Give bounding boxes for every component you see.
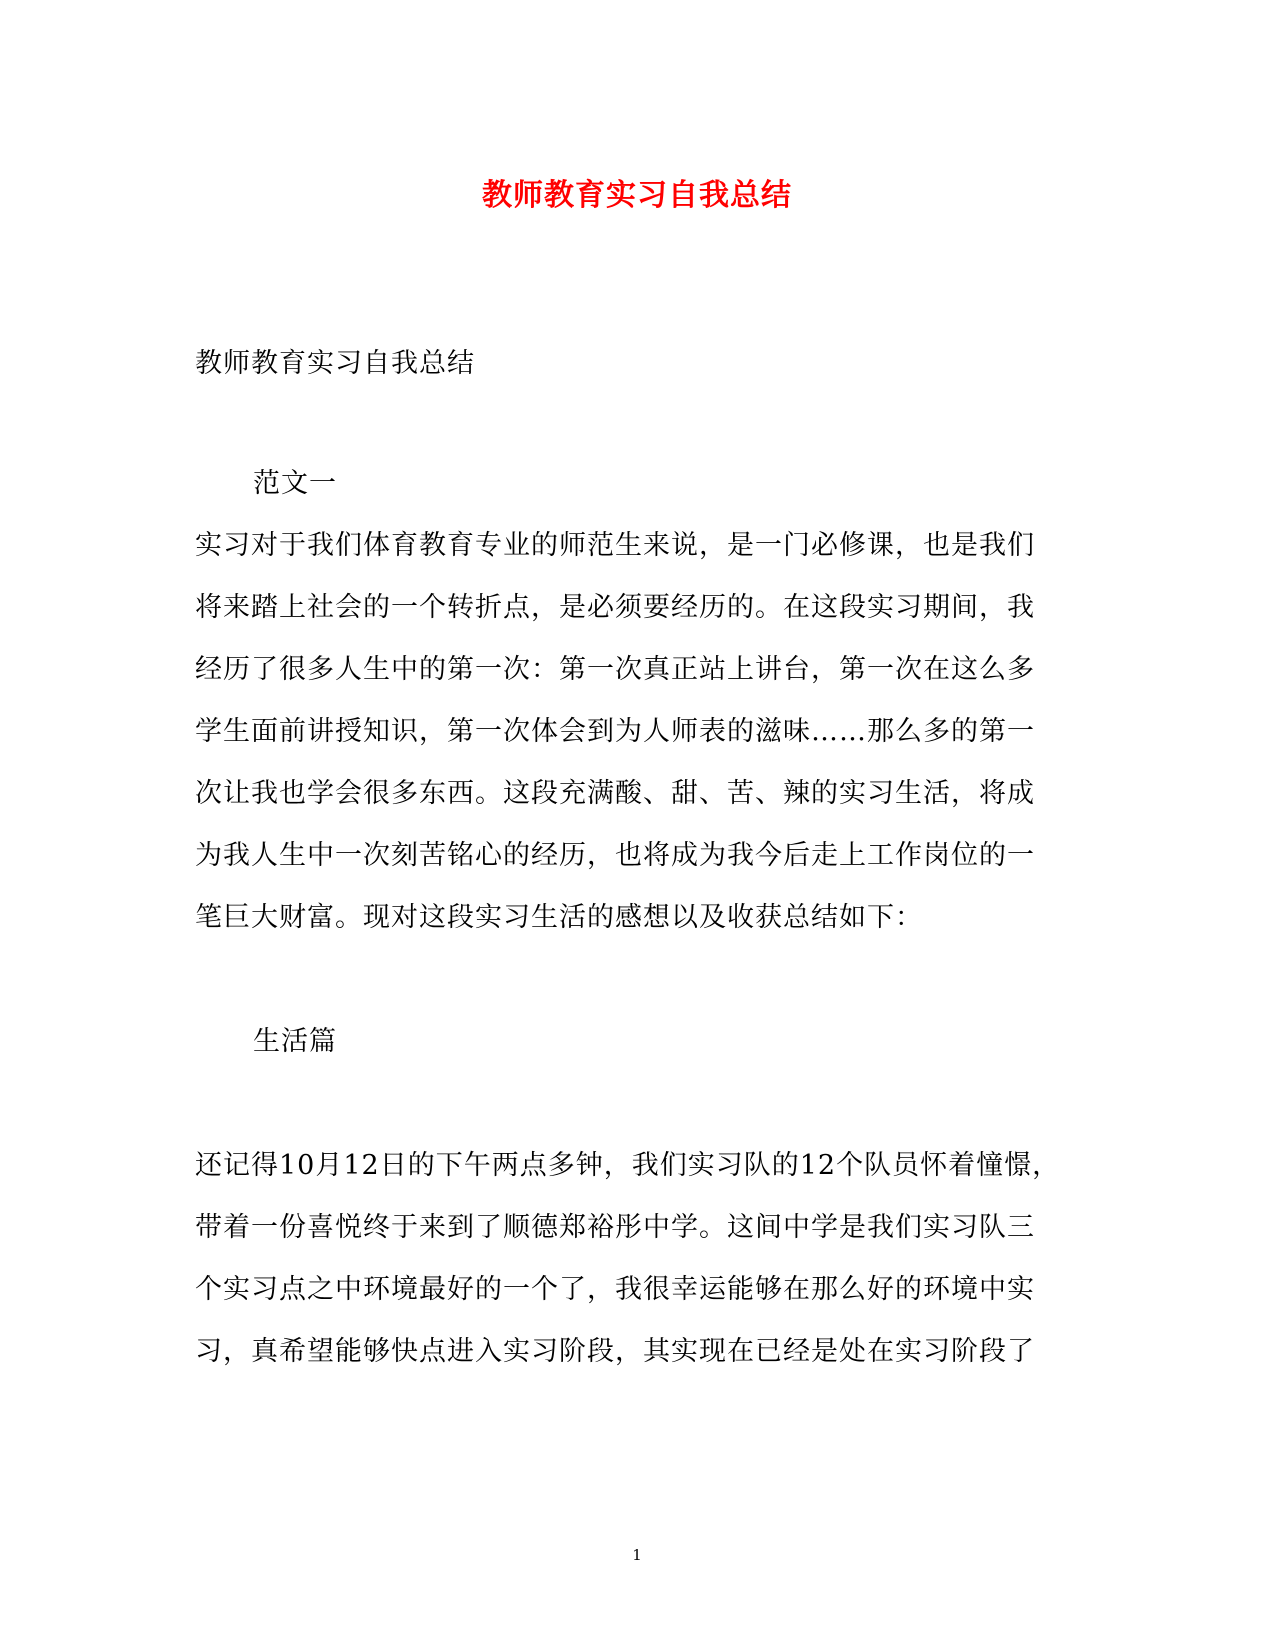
document-subtitle: 教师教育实习自我总结: [195, 348, 475, 379]
paragraph-line: 实习对于我们体育教育专业的师范生来说，是一门必修课，也是我们: [195, 530, 1035, 561]
paragraph-line: 笔巨大财富。现对这段实习生活的感想以及收获总结如下：: [195, 902, 923, 933]
paragraph-line: 为我人生中一次刻苦铭心的经历，也将成为我今后走上工作岗位的一: [195, 840, 1035, 871]
paragraph-line: 学生面前讲授知识，第一次体会到为人师表的滋味……那么多的第一: [195, 716, 1035, 747]
paragraph-line: 还记得10月12日的下午两点多钟，我们实习队的12个队员怀着憧憬，: [195, 1150, 1061, 1181]
page-number: 1: [632, 1546, 642, 1564]
paragraph-line: 经历了很多人生中的第一次：第一次真正站上讲台，第一次在这么多: [195, 654, 1035, 685]
section-heading-fanwen: 范文一: [253, 468, 337, 499]
paragraph-line: 习，真希望能够快点进入实习阶段，其实现在已经是处在实习阶段了: [195, 1336, 1035, 1367]
paragraph-line: 将来踏上社会的一个转折点，是必须要经历的。在这段实习期间，我: [195, 592, 1035, 623]
page-title: 教师教育实习自我总结: [482, 178, 792, 213]
paragraph-line: 带着一份喜悦终于来到了顺德郑裕彤中学。这间中学是我们实习队三: [195, 1212, 1035, 1243]
section-heading-life: 生活篇: [253, 1026, 337, 1057]
paragraph-line: 次让我也学会很多东西。这段充满酸、甜、苦、辣的实习生活，将成: [195, 778, 1035, 809]
paragraph-line: 个实习点之中环境最好的一个了，我很幸运能够在那么好的环境中实: [195, 1274, 1035, 1305]
